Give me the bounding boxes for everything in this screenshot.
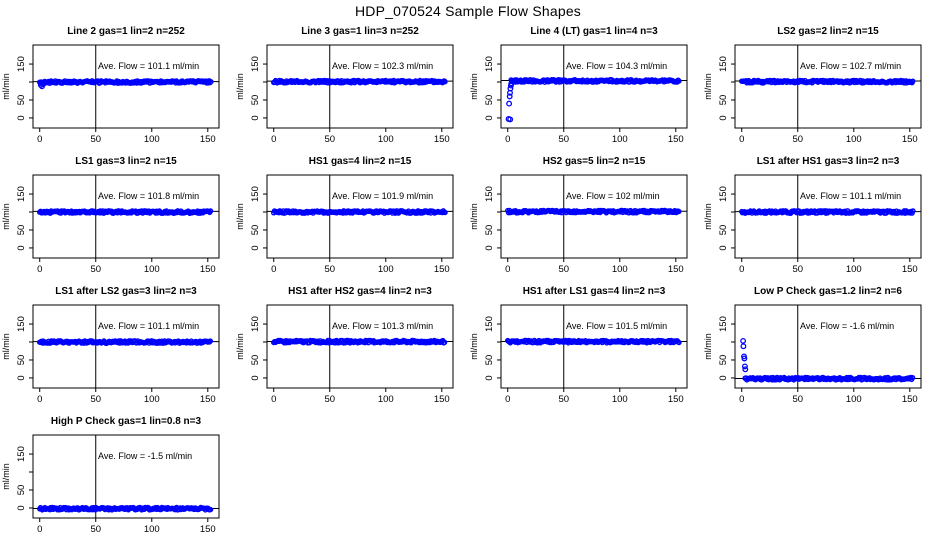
ave-flow-annotation: Ave. Flow = -1.5 ml/min bbox=[98, 451, 193, 461]
panel-title: LS1 after HS1 gas=3 lin=2 n=3 bbox=[756, 156, 900, 167]
flow-points bbox=[272, 209, 447, 215]
y-tick-label: 50 bbox=[16, 354, 27, 366]
x-tick-label: 150 bbox=[199, 394, 216, 405]
ave-flow-annotation: Ave. Flow = 101.9 ml/min bbox=[332, 191, 434, 201]
x-tick-label: 100 bbox=[143, 134, 160, 145]
y-axis-label: ml/min bbox=[703, 203, 713, 230]
y-tick-label: 150 bbox=[718, 186, 729, 202]
x-tick-label: 100 bbox=[143, 264, 160, 275]
x-tick-label: 100 bbox=[377, 394, 394, 405]
y-tick-label: 50 bbox=[484, 94, 495, 106]
ave-flow-annotation: Ave. Flow = 101.1 ml/min bbox=[98, 321, 200, 331]
x-tick-label: 100 bbox=[143, 394, 160, 405]
flow-points bbox=[272, 78, 447, 85]
y-tick-label: 0 bbox=[718, 115, 729, 121]
y-tick-label: 0 bbox=[16, 505, 27, 511]
x-tick-label: 0 bbox=[739, 134, 745, 145]
ave-flow-annotation: Ave. Flow = -1.6 ml/min bbox=[800, 321, 895, 331]
panel-title: HS2 gas=5 lin=2 n=15 bbox=[542, 156, 646, 167]
panel-canvas bbox=[702, 150, 936, 280]
y-tick-label: 0 bbox=[718, 375, 729, 381]
x-tick-label: 50 bbox=[324, 394, 336, 405]
panel-canvas bbox=[234, 20, 468, 150]
panel-title: Line 4 (LT) gas=1 lin=4 n=3 bbox=[530, 26, 658, 37]
panel-title: HS1 gas=4 lin=2 n=15 bbox=[308, 156, 412, 167]
y-tick-label: 150 bbox=[718, 56, 729, 72]
x-tick-label: 150 bbox=[433, 134, 450, 145]
ave-flow-annotation: Ave. Flow = 101.5 ml/min bbox=[566, 321, 668, 331]
x-tick-label: 150 bbox=[901, 134, 918, 145]
outlier-point bbox=[741, 344, 746, 349]
x-tick-label: 100 bbox=[611, 134, 628, 145]
y-tick-label: 0 bbox=[250, 115, 261, 121]
panel-canvas bbox=[0, 410, 234, 540]
outlier-point bbox=[741, 339, 746, 344]
panel-canvas bbox=[234, 150, 468, 280]
flow-points bbox=[740, 78, 915, 85]
y-tick-label: 150 bbox=[250, 316, 261, 332]
y-tick-label: 0 bbox=[484, 375, 495, 381]
panel-canvas bbox=[468, 280, 702, 410]
y-tick-label: 150 bbox=[484, 316, 495, 332]
flow-panel bbox=[0, 280, 234, 410]
plot-box bbox=[33, 305, 219, 388]
plot-box bbox=[267, 305, 453, 388]
y-tick-label: 0 bbox=[16, 115, 27, 121]
x-tick-label: 0 bbox=[271, 134, 277, 145]
flow-points bbox=[506, 338, 681, 345]
flow-panel bbox=[468, 20, 702, 150]
x-tick-label: 50 bbox=[792, 394, 804, 405]
panel-title: Line 2 gas=1 lin=2 n=252 bbox=[67, 26, 185, 37]
panel-title: LS2 gas=2 lin=2 n=15 bbox=[777, 26, 879, 37]
x-tick-label: 100 bbox=[377, 264, 394, 275]
flow-points bbox=[506, 78, 681, 122]
y-tick-label: 0 bbox=[250, 375, 261, 381]
y-tick-label: 150 bbox=[16, 56, 27, 72]
ave-flow-annotation: Ave. Flow = 101.1 ml/min bbox=[98, 61, 200, 71]
y-tick-label: 0 bbox=[16, 245, 27, 251]
y-axis-label: ml/min bbox=[469, 73, 479, 100]
ave-flow-annotation: Ave. Flow = 102 ml/min bbox=[566, 191, 660, 201]
ave-flow-annotation: Ave. Flow = 102.3 ml/min bbox=[332, 61, 434, 71]
y-axis-label: ml/min bbox=[1, 333, 11, 360]
x-tick-label: 100 bbox=[611, 394, 628, 405]
y-tick-label: 50 bbox=[16, 224, 27, 236]
x-tick-label: 100 bbox=[845, 264, 862, 275]
y-tick-label: 50 bbox=[718, 94, 729, 106]
panel-title: LS1 gas=3 lin=2 n=15 bbox=[75, 156, 177, 167]
x-tick-label: 50 bbox=[792, 134, 804, 145]
panel-canvas bbox=[468, 20, 702, 150]
x-tick-label: 50 bbox=[792, 264, 804, 275]
panel-canvas bbox=[0, 280, 234, 410]
x-tick-label: 100 bbox=[143, 524, 160, 535]
y-axis-label: ml/min bbox=[703, 333, 713, 360]
y-tick-label: 0 bbox=[16, 375, 27, 381]
plot-box bbox=[501, 175, 687, 258]
flow-points bbox=[38, 339, 213, 346]
plot-box bbox=[501, 45, 687, 128]
y-tick-label: 50 bbox=[718, 224, 729, 236]
x-tick-label: 150 bbox=[433, 394, 450, 405]
x-tick-label: 0 bbox=[505, 394, 511, 405]
x-tick-label: 0 bbox=[505, 264, 511, 275]
y-axis-label: ml/min bbox=[235, 333, 245, 360]
panel-canvas bbox=[234, 280, 468, 410]
flow-panel bbox=[0, 150, 234, 280]
x-tick-label: 150 bbox=[901, 394, 918, 405]
x-tick-label: 150 bbox=[199, 524, 216, 535]
flow-panel bbox=[702, 20, 936, 150]
x-tick-label: 0 bbox=[271, 394, 277, 405]
y-tick-label: 150 bbox=[250, 56, 261, 72]
y-tick-label: 0 bbox=[250, 245, 261, 251]
x-tick-label: 50 bbox=[324, 264, 336, 275]
y-tick-label: 150 bbox=[718, 316, 729, 332]
flow-panel bbox=[702, 280, 936, 410]
x-tick-label: 150 bbox=[901, 264, 918, 275]
flow-points bbox=[506, 208, 681, 215]
x-tick-label: 50 bbox=[558, 134, 570, 145]
flow-panel bbox=[468, 280, 702, 410]
x-tick-label: 100 bbox=[377, 134, 394, 145]
y-axis-label: ml/min bbox=[1, 463, 11, 490]
plot-box bbox=[267, 175, 453, 258]
flow-panel bbox=[0, 20, 234, 150]
x-tick-label: 50 bbox=[324, 134, 336, 145]
x-tick-label: 0 bbox=[739, 264, 745, 275]
panel-title: HS1 after HS2 gas=4 lin=2 n=3 bbox=[288, 286, 432, 297]
flow-points bbox=[272, 338, 447, 345]
plot-box bbox=[267, 45, 453, 128]
y-tick-label: 150 bbox=[484, 56, 495, 72]
x-tick-label: 0 bbox=[37, 524, 43, 535]
flow-points bbox=[740, 209, 915, 216]
x-tick-label: 50 bbox=[90, 264, 102, 275]
plot-box bbox=[735, 45, 921, 128]
y-tick-label: 50 bbox=[16, 94, 27, 106]
y-axis-label: ml/min bbox=[1, 203, 11, 230]
y-tick-label: 50 bbox=[484, 354, 495, 366]
ave-flow-annotation: Ave. Flow = 101.3 ml/min bbox=[332, 321, 434, 331]
flow-panel bbox=[468, 150, 702, 280]
x-tick-label: 50 bbox=[90, 524, 102, 535]
flow-panel bbox=[234, 150, 468, 280]
flow-panel bbox=[702, 150, 936, 280]
flow-points bbox=[38, 79, 213, 89]
x-tick-label: 0 bbox=[37, 134, 43, 145]
panel-canvas bbox=[0, 20, 234, 150]
outlier-point bbox=[507, 101, 512, 106]
y-tick-label: 50 bbox=[484, 224, 495, 236]
x-tick-label: 0 bbox=[37, 264, 43, 275]
panel-title: HS1 after LS1 gas=4 lin=2 n=3 bbox=[522, 286, 666, 297]
y-tick-label: 150 bbox=[16, 446, 27, 462]
x-tick-label: 100 bbox=[845, 394, 862, 405]
plot-grid bbox=[0, 20, 936, 540]
x-tick-label: 0 bbox=[271, 264, 277, 275]
x-tick-label: 0 bbox=[739, 394, 745, 405]
flow-points bbox=[38, 209, 213, 216]
panel-canvas bbox=[702, 280, 936, 410]
x-tick-label: 150 bbox=[667, 264, 684, 275]
y-tick-label: 150 bbox=[16, 186, 27, 202]
panel-title: Line 3 gas=1 lin=3 n=252 bbox=[301, 26, 419, 37]
y-tick-label: 0 bbox=[718, 245, 729, 251]
plot-box bbox=[501, 305, 687, 388]
y-axis-label: ml/min bbox=[235, 203, 245, 230]
x-tick-label: 150 bbox=[199, 134, 216, 145]
x-tick-label: 100 bbox=[845, 134, 862, 145]
flow-points bbox=[38, 505, 213, 512]
x-tick-label: 50 bbox=[90, 394, 102, 405]
x-tick-label: 150 bbox=[433, 264, 450, 275]
flow-panel bbox=[234, 20, 468, 150]
x-tick-label: 0 bbox=[505, 134, 511, 145]
x-tick-label: 50 bbox=[558, 394, 570, 405]
panel-canvas bbox=[468, 150, 702, 280]
x-tick-label: 150 bbox=[199, 264, 216, 275]
y-tick-label: 150 bbox=[16, 316, 27, 332]
y-axis-label: ml/min bbox=[235, 73, 245, 100]
ave-flow-annotation: Ave. Flow = 101.8 ml/min bbox=[98, 191, 200, 201]
y-tick-label: 50 bbox=[718, 354, 729, 366]
x-tick-label: 150 bbox=[667, 394, 684, 405]
y-tick-label: 50 bbox=[250, 224, 261, 236]
plot-box bbox=[33, 175, 219, 258]
y-tick-label: 50 bbox=[16, 484, 27, 496]
y-axis-label: ml/min bbox=[469, 203, 479, 230]
x-tick-label: 0 bbox=[37, 394, 43, 405]
ave-flow-annotation: Ave. Flow = 101.1 ml/min bbox=[800, 191, 902, 201]
panel-title: High P Check gas=1 lin=0.8 n=3 bbox=[50, 416, 202, 427]
page-title: HDP_070524 Sample Flow Shapes bbox=[354, 3, 582, 19]
x-tick-label: 50 bbox=[558, 264, 570, 275]
y-tick-label: 150 bbox=[484, 186, 495, 202]
y-tick-label: 50 bbox=[250, 94, 261, 106]
ave-flow-annotation: Ave. Flow = 102.7 ml/min bbox=[800, 61, 902, 71]
x-tick-label: 50 bbox=[90, 134, 102, 145]
y-tick-label: 150 bbox=[250, 186, 261, 202]
y-tick-label: 50 bbox=[250, 354, 261, 366]
y-tick-label: 0 bbox=[484, 245, 495, 251]
x-tick-label: 100 bbox=[611, 264, 628, 275]
panel-canvas bbox=[702, 20, 936, 150]
panel-title: Low P Check gas=1.2 lin=2 n=6 bbox=[754, 286, 902, 297]
y-axis-label: ml/min bbox=[703, 73, 713, 100]
panel-canvas bbox=[0, 150, 234, 280]
y-axis-label: ml/min bbox=[469, 333, 479, 360]
panel-title: LS1 after LS2 gas=3 lin=2 n=3 bbox=[55, 286, 197, 297]
plot-box bbox=[33, 45, 219, 128]
y-tick-label: 0 bbox=[484, 115, 495, 121]
flow-panel bbox=[234, 280, 468, 410]
ave-flow-annotation: Ave. Flow = 104.3 ml/min bbox=[566, 61, 668, 71]
plot-box bbox=[735, 175, 921, 258]
x-tick-label: 150 bbox=[667, 134, 684, 145]
flow-points bbox=[741, 339, 915, 382]
flow-panel bbox=[0, 410, 234, 540]
y-axis-label: ml/min bbox=[1, 73, 11, 100]
